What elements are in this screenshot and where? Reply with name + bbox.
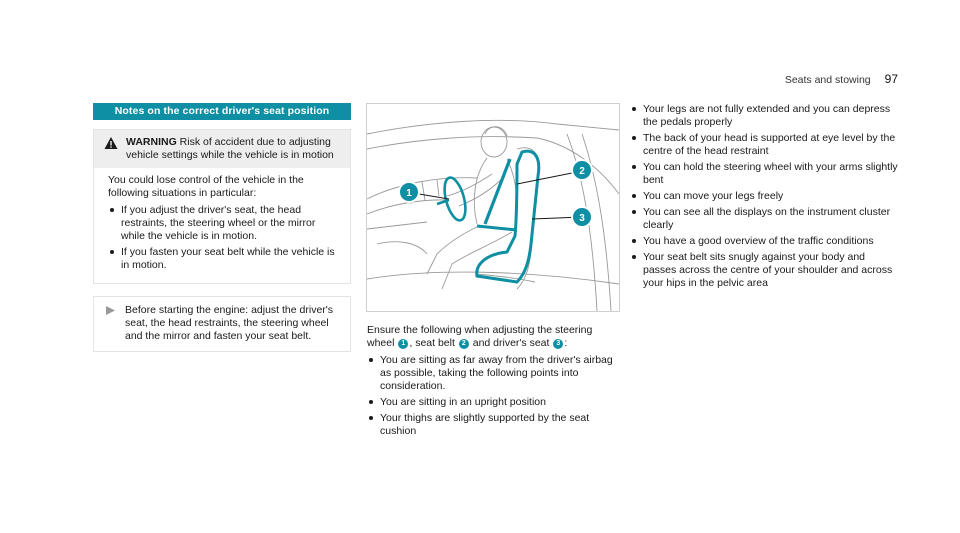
warning-label: WARNING: [126, 136, 177, 148]
section-title: Seats and stowing: [784, 74, 871, 86]
list-item: Your seat belt sits snugly against your body and passes across the centre of your shoulder and across your hips in the pelvic area: [630, 251, 900, 290]
left-column: [93, 103, 351, 352]
warning-intro: You could lose control of the vehicle in the following situations in particular:: [108, 174, 304, 199]
warning-triangle-icon: [104, 136, 118, 150]
page-number: 97: [884, 72, 898, 86]
list-item: Your legs are not fully extended and you can depress the pedals properly: [630, 103, 900, 129]
svg-text:3: 3: [579, 213, 585, 224]
section-heading: Notes on the correct driver's seat position: [93, 103, 351, 120]
middle-column: [366, 103, 620, 441]
list-item: You are sitting as far away from the driver's airbag as possible, taking the following points into consideration.: [367, 354, 620, 393]
callout-badge-3: 3: [553, 339, 563, 349]
list-item: You are sitting in an upright position: [367, 396, 620, 409]
warning-body: [94, 168, 350, 283]
warning-header: [94, 130, 350, 168]
page-header: [785, 72, 898, 86]
callout-badge-1: 1: [398, 339, 408, 349]
callout-badge-2: 2: [459, 339, 469, 349]
svg-text:2: 2: [579, 166, 585, 177]
instructions-intro: [367, 324, 620, 350]
checklist-part1: [367, 354, 620, 438]
intro-text: Ensure the following when adjusting the steering wheel: [367, 324, 593, 349]
right-column: [630, 103, 900, 293]
list-item: If you fasten your seat belt while the vehicle is in motion.: [108, 246, 340, 272]
driver-seat-drawing: [367, 104, 619, 311]
list-item: You can move your legs freely: [630, 190, 900, 203]
warning-message: [126, 136, 340, 162]
note-box: [93, 296, 351, 352]
list-item: The back of your head is supported at eye level by the centre of the head restraint: [630, 132, 900, 158]
intro-text: :: [564, 337, 568, 349]
adjustment-instructions: [366, 324, 620, 438]
note-text: Before starting the engine: adjust the driver's seat, the head restraints, the steering wheel and the mirror and fasten your seat belt.: [125, 304, 334, 342]
checklist-part2: [630, 103, 900, 290]
intro-text: and driver's seat: [472, 337, 550, 349]
callout-3: [572, 207, 592, 227]
list-item: If you adjust the driver's seat, the head restraints, the steering wheel or the mirror while the vehicle is in motion.: [108, 204, 340, 243]
triangle-arrow-icon: [106, 306, 115, 315]
warning-text: Risk of accident due to adjusting vehicle settings while the vehicle is in motion: [126, 136, 334, 161]
list-item: You can see all the displays on the instrument cluster clearly: [630, 206, 900, 232]
list-item: You can hold the steering wheel with your arms slightly bent: [630, 161, 900, 187]
callout-1: [399, 182, 419, 202]
warning-list: [108, 204, 340, 272]
svg-text:1: 1: [406, 188, 412, 199]
list-item: Your thighs are slightly supported by the seat cushion: [367, 412, 620, 438]
warning-box: [93, 129, 351, 284]
intro-text: , seat belt: [409, 337, 455, 349]
seat-position-illustration: [366, 103, 620, 312]
list-item: You have a good overview of the traffic conditions: [630, 235, 900, 248]
callout-2: [572, 160, 592, 180]
